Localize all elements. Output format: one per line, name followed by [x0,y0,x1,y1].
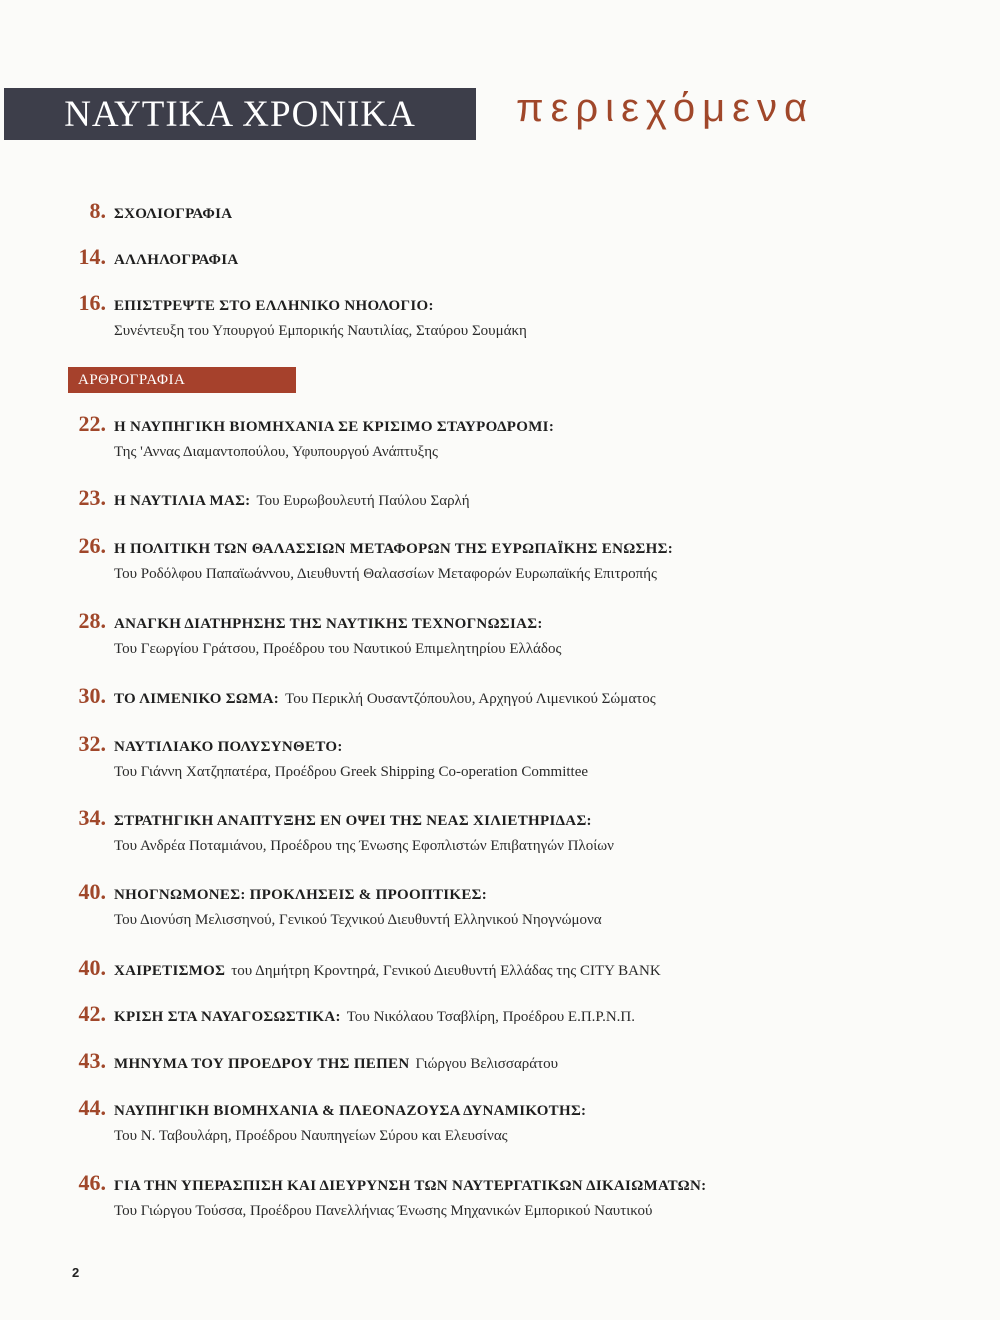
entry-heading: Η ΝΑΥΠΗΓΙΚΗ ΒΙΟΜΗΧΑΝΙΑ ΣΕ ΚΡΙΣΙΜΟ ΣΤΑΥΡΟΔΡΟΜΙ: [114,419,555,435]
entry-author: Του Νικόλαου Τσαβλίρη, Προέδρου Ε.Π.Ρ.Ν.Π. [346,1009,636,1025]
entry-subtitle: Του Διονύση Μελισσηνού, Γενικού Τεχνικού Διευθυντή Ελληνικού Νηογνώμονα [114,912,602,928]
entry-page-number: 46. [78,1170,106,1195]
entry-heading: ΓΙΑ ΤΗΝ ΥΠΕΡΑΣΠΙΣΗ ΚΑΙ ΔΙΕΥΡΥΝΣΗ ΤΩΝ ΝΑΥΤΕΡΓΑΤΙΚΩΝ ΔΙΚΑΙΩΜΑΤΩΝ: [114,1178,707,1194]
toc-entry[interactable] [72,608,972,658]
toc-entry[interactable] [72,879,972,929]
entry-subtitle: Του Ν. Ταβουλάρη, Προέδρου Ναυπηγείων Σύρου και Ελευσίνας [114,1128,508,1144]
toc-entry[interactable] [72,244,972,270]
entry-heading: ΝΑΥΠΗΓΙΚΗ ΒΙΟΜΗΧΑΝΙΑ & ΠΛΕΟΝΑΖΟΥΣΑ ΔΥΝΑΜΙΚΟΤΗΣ: [114,1103,587,1119]
toc-entry[interactable] [72,198,972,224]
toc-entry[interactable] [72,1001,972,1027]
entry-page-number: 16. [78,290,106,315]
masthead [4,88,476,140]
entry-subtitle: Της 'Αννας Διαμαντοπούλου, Υφυπουργού Ανάπτυξης [114,444,438,460]
entry-page-number: 32. [78,731,106,756]
entry-heading: ΕΠΙΣΤΡΕΨΤΕ ΣΤΟ ΕΛΛΗΝΙΚΟ ΝΗΟΛΟΓΙΟ: [114,298,434,314]
entry-page-number: 40. [78,955,106,980]
page-number: 2 [72,1265,80,1280]
entry-author: Γιώργου Βελισσαράτου [415,1056,559,1072]
toc-entry[interactable] [72,1170,972,1220]
entry-subtitle: Του Γιάννη Χατζηπατέρα, Προέδρου Greek Shipping Co-operation Committee [114,764,589,780]
entry-heading: ΝΑΥΤΙΛΙΑΚΟ ΠΟΛΥΣΥΝΘΕΤΟ: [114,739,343,755]
section-label-articles: ΑΡΘΡΟΓΡΑΦΙΑ [68,367,296,393]
entry-heading: ΑΝΑΓΚΗ ΔΙΑΤΗΡΗΣΗΣ ΤΗΣ ΝΑΥΤΙΚΗΣ ΤΕΧΝΟΓΝΩΣΙΑΣ: [114,616,543,632]
entry-subtitle: Του Γιώργου Τούσσα, Προέδρου Πανελλήνιας Ένωσης Μηχανικών Εμπορικού Ναυτικού [114,1203,653,1219]
entry-subtitle: Του Ανδρέα Ποταμιάνου, Προέδρου της Ένωσης Εφοπλιστών Επιβατηγών Πλοίων [114,838,614,854]
entry-heading: Η ΠΟΛΙΤΙΚΗ ΤΩΝ ΘΑΛΑΣΣΙΩΝ ΜΕΤΑΦΟΡΩΝ ΤΗΣ ΕΥΡΩΠΑΪΚΗΣ ΕΝΩΣΗΣ: [114,541,673,557]
entry-heading: ΣΤΡΑΤΗΓΙΚΗ ΑΝΑΠΤΥΞΗΣ ΕΝ ΟΨΕΙ ΤΗΣ ΝΕΑΣ ΧΙΛΙΕΤΗΡΙΔΑΣ: [114,813,592,829]
toc-entry[interactable] [72,411,972,461]
entry-heading: ΧΑΙΡΕΤΙΣΜΟΣ [114,963,226,979]
contents-title: περιεχόμενα [516,86,815,130]
entry-author: Του Ευρωβουλευτή Παύλου Σαρλή [256,493,470,509]
entry-subtitle: Του Γεωργίου Γράτσου, Προέδρου του Ναυτικού Επιμελητηρίου Ελλάδος [114,641,562,657]
entry-author: του Δημήτρη Κροντηρά, Γενικού Διευθυντή Ελλάδας της CITY BANK [231,963,661,979]
toc-entry[interactable] [72,485,972,511]
entry-page-number: 23. [78,485,106,510]
entry-page-number: 26. [78,533,106,558]
entry-page-number: 28. [78,608,106,633]
toc-entry[interactable] [72,955,972,981]
toc-entry[interactable] [72,805,972,855]
entry-heading: ΣΧΟΛΙΟΓΡΑΦΙΑ [114,206,233,222]
entry-page-number: 43. [78,1048,106,1073]
toc-entry[interactable] [72,533,972,583]
entry-heading: ΜΗΝΥΜΑ ΤΟΥ ΠΡΟΕΔΡΟΥ ΤΗΣ ΠΕΠΕΝ [114,1056,410,1072]
entry-heading: ΝΗΟΓΝΩΜΟΝΕΣ: ΠΡΟΚΛΗΣΕΙΣ & ΠΡΟΟΠΤΙΚΕΣ: [114,887,488,903]
entry-page-number: 40. [78,879,106,904]
entry-heading: ΚΡΙΣΗ ΣΤΑ ΝΑΥΑΓΟΣΩΣΤΙΚΑ: [114,1009,341,1025]
entry-author: Του Περικλή Ουσαντζόπουλου, Αρχηγού Λιμενικού Σώματος [285,691,656,707]
entry-heading: ΑΛΛΗΛΟΓΡΑΦΙΑ [114,252,239,268]
toc-entry[interactable] [72,731,972,781]
entry-heading: Η ΝΑΥΤΙΛΙΑ ΜΑΣ: [114,493,251,509]
toc-entry[interactable] [72,683,972,709]
entry-page-number: 14. [78,244,106,269]
entry-page-number: 30. [78,683,106,708]
entry-page-number: 8. [89,198,106,223]
toc-entry[interactable] [72,290,972,340]
entry-page-number: 44. [78,1095,106,1120]
toc-entry[interactable] [72,1048,972,1074]
entry-page-number: 22. [78,411,106,436]
magazine-title: ΝΑΥΤΙΚΑ ΧΡΟΝΙΚΑ [64,93,416,135]
toc-entry[interactable] [72,1095,972,1145]
entry-page-number: 34. [78,805,106,830]
entry-heading: ΤΟ ΛΙΜΕΝΙΚΟ ΣΩΜΑ: [114,691,280,707]
entry-subtitle: Του Ροδόλφου Παπαϊωάννου, Διευθυντή Θαλασσίων Μεταφορών Ευρωπαϊκής Επιτροπής [114,566,657,582]
entry-page-number: 42. [78,1001,106,1026]
entry-subtitle: Συνέντευξη του Υπουργού Εμπορικής Ναυτιλίας, Σταύρου Σουμάκη [114,323,527,339]
